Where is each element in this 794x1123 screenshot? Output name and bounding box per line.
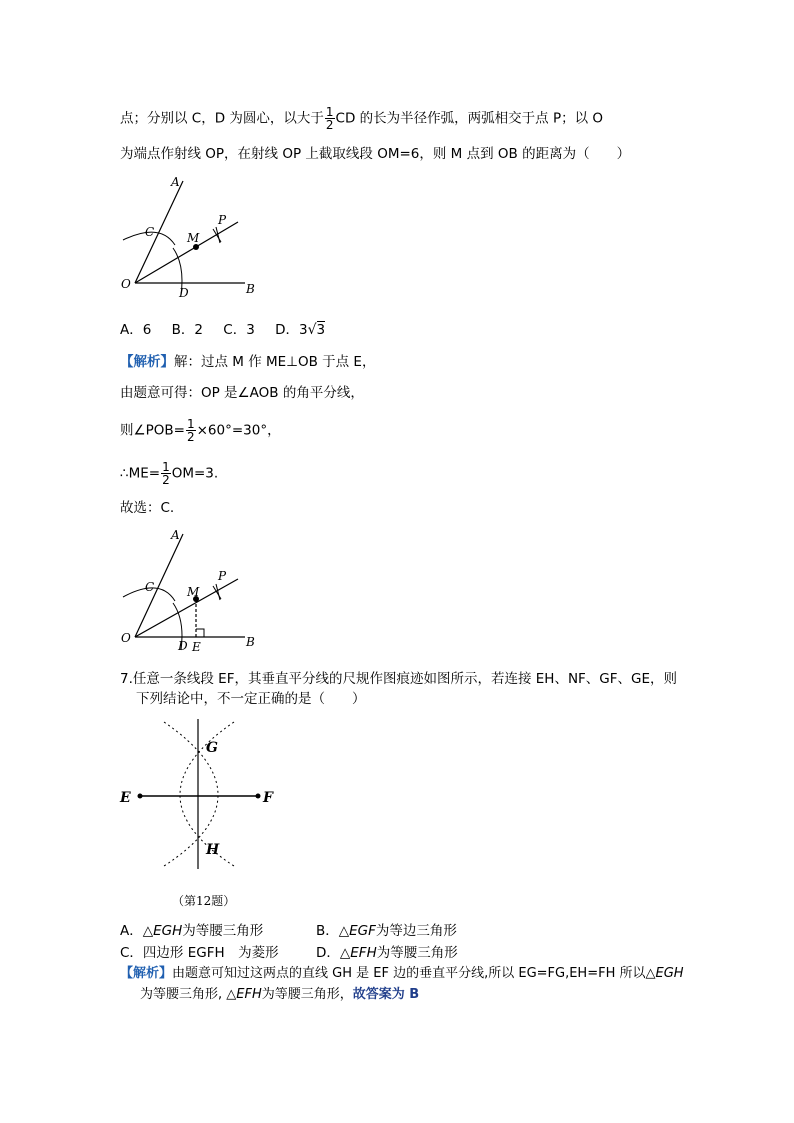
ray-oa <box>135 181 183 283</box>
q7-option-d-post: 为等腰三角形 <box>376 945 458 961</box>
fraction-numerator: 1 <box>162 460 170 474</box>
fraction-numerator: 1 <box>325 105 334 119</box>
q6-stem-line1 <box>120 106 603 131</box>
q7-analysis-l2-b: 为等腰三角形， <box>261 987 353 1002</box>
analysis-tag: 【解析】 <box>120 354 174 370</box>
q7-analysis-l2-it: EFH <box>236 987 262 1002</box>
q6-analysis-l3-a: 则∠POB= <box>120 422 185 439</box>
q6-analysis-l4-b: OM=3. <box>171 465 219 482</box>
q7-analysis-l1-it: EGH <box>655 966 684 981</box>
ray-oa <box>135 534 183 637</box>
q6-analysis-line2: 由题意可得：OP 是∠AOB 的角平分线， <box>120 385 364 401</box>
q7-option-d-pre: D．△ <box>316 945 351 961</box>
q7-analysis-l1-a: 由题意可知过这两点的直线 GH 是 EF 边的垂直平分线,所以 EG=FG,EH=FH 所以△ <box>172 966 656 981</box>
q6-analysis-l4-a: ∴ME= <box>120 465 161 482</box>
label-b: B <box>246 635 255 649</box>
q7-option-d-it: EFH <box>350 945 377 961</box>
q7-option-b <box>316 922 457 940</box>
q6-analysis-line4 <box>120 461 218 486</box>
label-p: P <box>218 569 227 583</box>
label-o: O <box>121 277 131 291</box>
q6-analysis-line1 <box>120 353 375 371</box>
label-f: F <box>263 790 273 806</box>
q7-option-c: C．四边形 EGFH 为菱形 <box>120 945 279 961</box>
q7-stem-line1: 7.任意一条线段 EF，其垂直平分线的尺规作图痕迹如图所示，若连接 EH、NF、GF、GE，则 <box>120 671 678 687</box>
q7-option-a <box>120 922 263 940</box>
point-e <box>138 794 143 799</box>
q6-figure-1 <box>115 170 265 300</box>
q7-option-a-post: 为等腰三角形 <box>182 923 264 939</box>
sqrt-icon: √ <box>307 322 317 338</box>
label-h: H <box>206 842 220 858</box>
q6-stem-line1-b: CD 的长为半径作弧，两弧相交于点 P；以 O <box>335 110 604 127</box>
label-o: O <box>121 631 131 645</box>
q6-stem-line2: 为端点作射线 OP，在射线 OP 上截取线段 OM=6，则 M 点到 OB 的距离为（ ） <box>120 146 631 162</box>
q7-figure <box>112 714 282 914</box>
label-g: G <box>206 740 218 756</box>
q6-analysis-l3-b: ×60°=30°， <box>196 422 281 439</box>
q6-analysis-l4-fraction <box>161 461 171 486</box>
fraction-numerator: 1 <box>186 417 195 431</box>
figure-caption: （第12题） <box>172 894 236 908</box>
q7-option-b-pre: B．△ <box>316 923 350 939</box>
label-e: E <box>120 790 131 806</box>
q6-option-c: C．3 <box>223 322 255 338</box>
q6-option-b: B．2 <box>171 322 203 338</box>
q6-analysis-l3-fraction <box>186 418 196 443</box>
q6-option-d-prefix: D． <box>275 322 299 338</box>
q6-option-d <box>275 322 325 338</box>
q7-option-d <box>316 944 458 962</box>
point-f <box>256 794 261 799</box>
label-c: C <box>145 580 155 594</box>
right-angle-mark <box>196 629 204 637</box>
q6-options <box>120 321 325 339</box>
analysis-tag: 【解析】 <box>120 966 173 981</box>
q7-option-b-post: 为等边三角形 <box>375 923 457 939</box>
q7-option-b-it: EGF <box>349 923 376 939</box>
q6-stem-line1-a: 点；分别以 C，D 为圆心，以大于 <box>120 110 324 127</box>
q7-analysis-line2 <box>140 986 419 1004</box>
fraction-denominator: 2 <box>325 118 334 132</box>
label-m: M <box>187 585 200 599</box>
label-a: A <box>171 528 180 542</box>
q7-answer: 故答案为 B <box>352 987 420 1002</box>
q7-option-a-pre: A．△ <box>120 923 154 939</box>
q6-half-fraction <box>325 106 335 131</box>
label-m: M <box>187 231 200 245</box>
label-d: D <box>178 639 188 653</box>
label-e: E <box>192 640 201 654</box>
q6-option-d-radicand: 3 <box>316 322 326 338</box>
q7-stem-line2: 下列结论中，不一定正确的是（ ） <box>136 691 366 707</box>
q7-analysis-l2-a: 为等腰三角形, △ <box>140 987 237 1002</box>
fraction-denominator: 2 <box>162 473 170 487</box>
label-a: A <box>171 175 180 189</box>
q6-analysis-line3 <box>120 418 281 443</box>
q6-analysis-text-1: 解：过点 M 作 ME⊥OB 于点 E， <box>174 354 376 370</box>
label-b: B <box>246 282 255 296</box>
q6-option-d-coef: 3 <box>299 322 308 338</box>
q6-analysis-line5: 故选：C. <box>120 500 175 516</box>
q7-option-a-it: EGH <box>153 923 183 939</box>
label-p: P <box>218 213 227 227</box>
q6-option-a: A．6 <box>120 322 152 338</box>
q7-analysis-line1 <box>120 965 684 983</box>
q6-figure-2 <box>115 525 265 655</box>
label-d: D <box>179 286 189 300</box>
fraction-denominator: 2 <box>186 430 195 444</box>
label-c: C <box>145 225 155 239</box>
